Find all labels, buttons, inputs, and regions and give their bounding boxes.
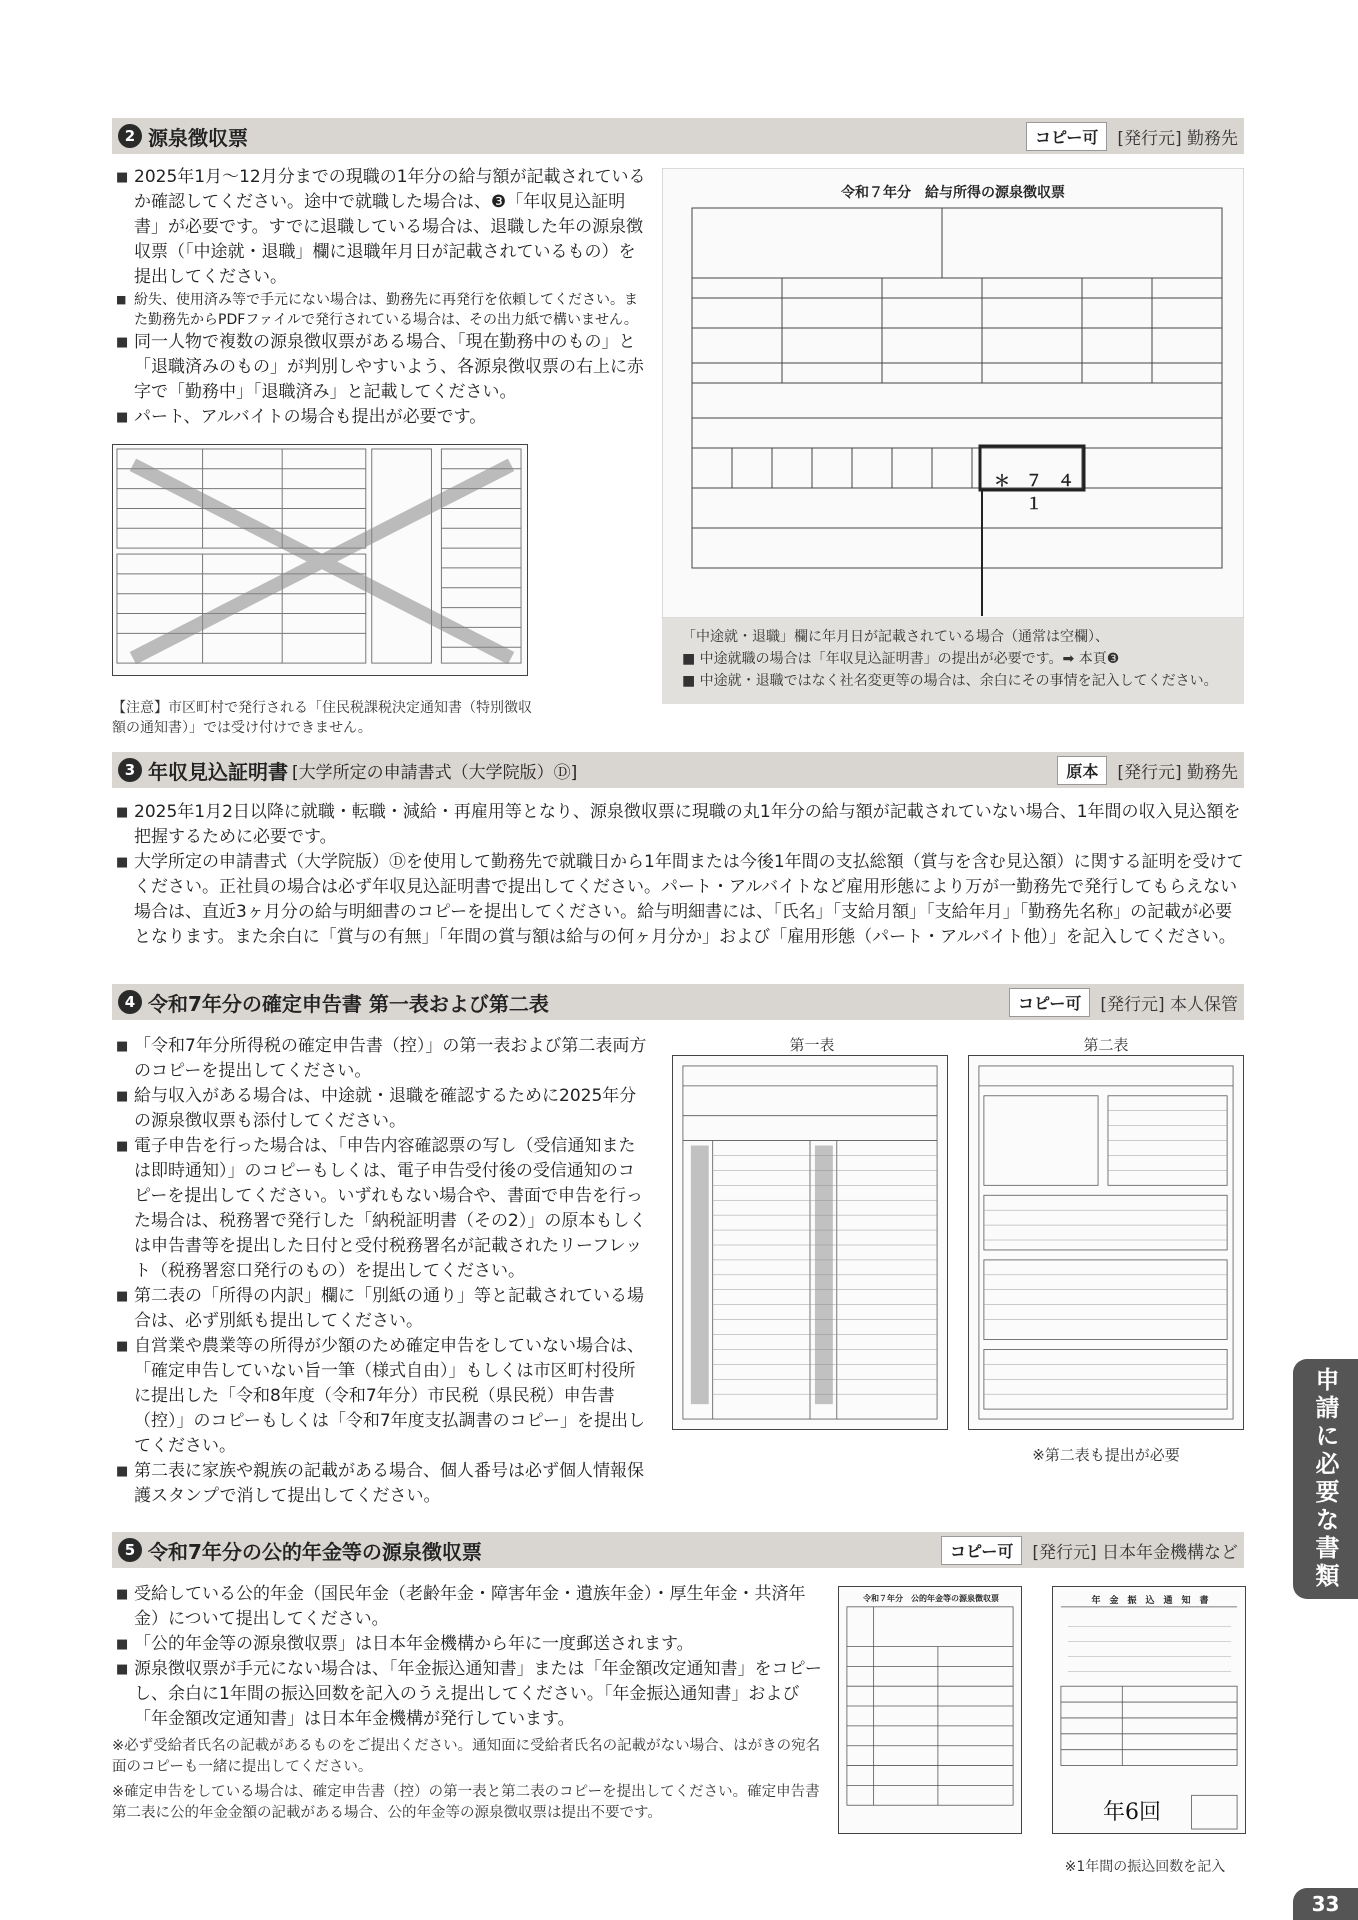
second-sheet-caption: ※第二表も提出が必要	[1032, 1446, 1180, 1464]
section-5-bullets	[116, 1582, 830, 1732]
bullet: ■ 受給している公的年金（国民年金（老齢年金・障害年金・遺族年金）・厚生年金・共済年金）について提出してください。	[116, 1582, 830, 1632]
first-sheet-label: 第一表	[789, 1036, 835, 1054]
handwritten-count: 年6回	[1103, 1800, 1161, 1825]
bullet: ■ 大学所定の申請書式（大学院版）Ⓓを使用して勤務先で就職日から1年間または今後1年間の支払総額（賞与を含む見込額）に関する証明を受けてください。正社員の場合は必ず年収見込証明書で提出してください。パート・アルバイトなど雇用形態により万が一勤務先で発行してもらえない場合は、直近3ヶ月分の給与明細書のコピーを提出してください。給与明細書には、「氏名」「支給月額」「支給年月」「勤務先名称」の記載が必要となります。また余白に「賞与の有無」「年間の賞与額は給与の何ヶ月分か」および「雇用形態（パート・アルバイト他）」を記入してください。	[116, 850, 1246, 950]
bullet: ■ パート、アルバイトの場合も提出が必要です。	[116, 405, 646, 430]
bullet: ■ 給与収入がある場合は、中途就・退職を確認するために2025年分の源泉徴収票も添付してください。	[116, 1084, 648, 1134]
form-title: 年 金 振 込 通 知 書	[1091, 1596, 1209, 1606]
section-2-note: 【注意】市区町村で発行される「住民税課税決定通知書（特別徴収額の通知書）」では受け付けできません。	[112, 700, 532, 736]
bullet: ■ 第二表に家族や親族の記載がある場合、個人番号は必ず個人情報保護スタンプで消して提出してください。	[116, 1459, 648, 1509]
section-5-header	[112, 1532, 1244, 1568]
section-number: 2	[118, 124, 142, 148]
section-4-header	[112, 984, 1244, 1020]
bullet: ■ 2025年1月2日以降に就職・転職・減給・再雇用等となり、源泉徴収票に現職の丸1年分の給与額が記載されていない場合、1年間の収入見込額を把握するために必要です。	[116, 800, 1246, 850]
form-title: 令和７年分 公的年金等の源泉徴収票	[863, 1594, 999, 1603]
withholding-slip-image	[662, 168, 1244, 618]
section-subtitle: [大学所定の申請書式（大学院版）Ⓓ]	[292, 762, 578, 783]
section-2-header	[112, 118, 1244, 154]
pension-caption: ※1年間の振込回数を記入	[1064, 1859, 1226, 1875]
tax-return-first-sheet-image	[672, 1055, 948, 1430]
original-badge: 原本	[1057, 756, 1107, 785]
copy-ok-badge: コピー可	[1009, 988, 1090, 1017]
issuer-label: [発行元] 本人保管	[1100, 994, 1238, 1015]
bullet: ■ 紛失、使用済み等で手元にない場合は、勤務先に再発行を依頼してください。また勤務先からPDFファイルで発行されている場合は、その出力紙で構いません。	[116, 290, 646, 330]
bullet: ■ 第二表の「所得の内訳」欄に「別紙の通り」等と記載されている場合は、必ず別紙も提出してください。	[116, 1284, 648, 1334]
municipal-tax-notice-image	[112, 444, 528, 676]
bullet: ■ 自営業や農業等の所得が少額のため確定申告をしていない場合は、「確定申告していない旨一筆（様式自由）」もしくは市区町村役所に提出した「令和8年度（令和7年分）市民税（県民税）申告書（控）」のコピーもしくは「令和7年度支払調書のコピー」を提出してください。	[116, 1334, 648, 1459]
copy-ok-badge: コピー可	[1026, 122, 1107, 151]
callout-line: ■ 中途就職の場合は「年収見込証明書」の提出が必要です。➡ 本頁❸	[682, 651, 1120, 667]
section-title: 年収見込証明書	[148, 759, 288, 784]
section-number: 3	[118, 758, 142, 782]
form-digits: ＊ ７ ４ １	[993, 471, 1091, 513]
callout-line: 「中途就・退職」欄に年月日が記載されている場合（通常は空欄）、	[682, 629, 1109, 645]
section-title: 源泉徴収票	[148, 125, 248, 150]
section-5-note: ※確定申告をしている場合は、確定申告書（控）の第一表と第二表のコピーを提出してください。確定申告書第二表に公的年金金額の記載がある場合、公的年金等の源泉徴収票は提出不要です。	[112, 1784, 820, 1821]
section-title: 令和7年分の公的年金等の源泉徴収票	[148, 1539, 482, 1564]
bullet: ■ 「令和7年分所得税の確定申告書（控）」の第一表および第二表両方のコピーを提出してください。	[116, 1034, 648, 1084]
section-4-bullets	[116, 1034, 648, 1509]
bullet: ■ 2025年1月～12月分までの現職の1年分の給与額が記載されているか確認してください。途中で就職した場合は、❸「年収見込証明書」が必要です。すでに退職している場合は、退職した年の源泉徴収票（「中途就・退職」欄に退職年月日が記載されているもの）を提出してください。	[116, 165, 646, 290]
form-title: 令和７年分 給与所得の源泉徴収票	[841, 185, 1065, 201]
section-2-callout	[662, 618, 1244, 704]
page-number: 33	[1293, 1888, 1358, 1920]
section-number: 5	[118, 1538, 142, 1562]
section-2-bullets	[116, 165, 646, 430]
pension-withholding-slip-image	[838, 1586, 1022, 1834]
section-number: 4	[118, 990, 142, 1014]
pension-transfer-notice-image	[1052, 1586, 1246, 1834]
section-3-bullets	[116, 800, 1246, 950]
section-title: 令和7年分の確定申告書 第一表および第二表	[148, 991, 549, 1016]
tax-return-second-sheet-image	[968, 1055, 1244, 1430]
second-sheet-label: 第二表	[1083, 1036, 1129, 1054]
section-3-header	[112, 752, 1244, 788]
bullet: ■ 電子申告を行った場合は、「申告内容確認票の写し（受信通知または即時通知）」のコピーもしくは、電子申告受付後の受信通知のコピーを提出してください。いずれもない場合や、書面で申告を行った場合は、税務署で発行した「納税証明書（その2）」の原本もしくは申告書等を提出した日付と受付税務署名が記載されたリーフレット（税務署窓口発行のもの）を提出してください。	[116, 1134, 648, 1284]
bullet: ■ 源泉徴収票が手元にない場合は、「年金振込通知書」または「年金額改定通知書」をコピーし、余白に1年間の振込回数を記入のうえ提出してください。「年金振込通知書」および「年金額改定通知書」は日本年金機構が発行しています。	[116, 1657, 830, 1732]
section-5-note: ※必ず受給者氏名の記載があるものをご提出ください。通知面に受給者氏名の記載がない場合、はがきの宛名面のコピーも一緒に提出してください。	[112, 1738, 821, 1775]
bullet: ■ 「公的年金等の源泉徴収票」は日本年金機構から年に一度郵送されます。	[116, 1632, 830, 1657]
callout-line: ■ 中途就・退職ではなく社名変更等の場合は、余白にその事情を記入してください。	[682, 673, 1218, 689]
copy-ok-badge: コピー可	[941, 1536, 1022, 1565]
bullet: ■ 同一人物で複数の源泉徴収票がある場合、「現在勤務中のもの」と「退職済みのもの」が判別しやすいよう、各源泉徴収票の右上に赤字で「勤務中」「退職済み」と記載してください。	[116, 330, 646, 405]
side-tab: 申請に必要な書類	[1293, 1359, 1358, 1599]
issuer-label: [発行元] 日本年金機構など	[1032, 1542, 1238, 1563]
issuer-label: [発行元] 勤務先	[1117, 762, 1238, 783]
issuer-label: [発行元] 勤務先	[1117, 128, 1238, 149]
